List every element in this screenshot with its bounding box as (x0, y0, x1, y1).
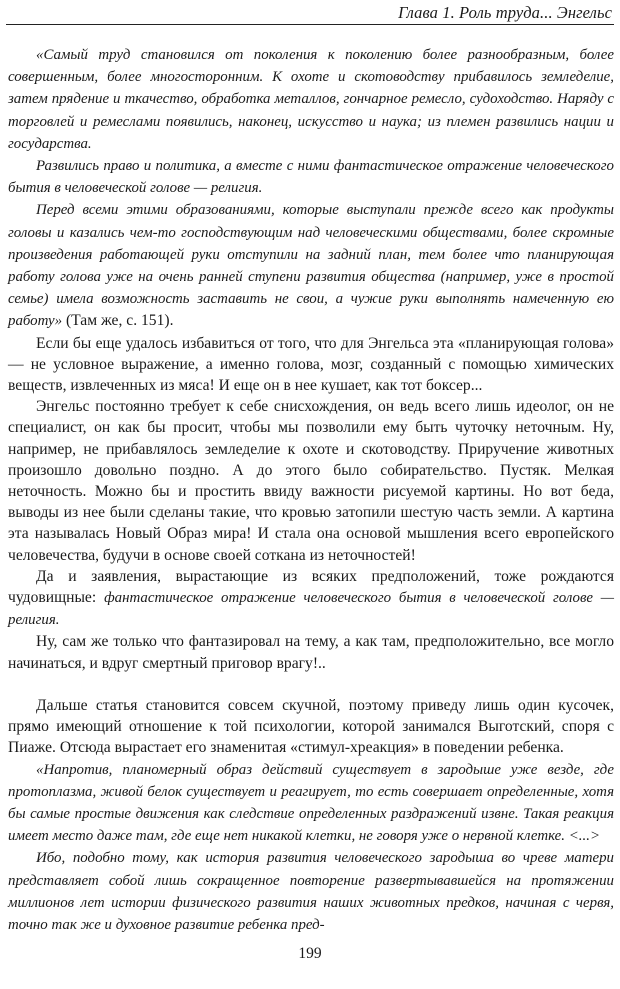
running-head: Глава 1. Роль труда... Энгельс (398, 3, 612, 22)
page-number: 199 (298, 945, 322, 962)
paragraph (8, 695, 614, 759)
quote-text: Ибо, подобно тому, как история развития человеческого зародыша во чреве матери представляет собой лишь сокращенное повторение развертывавшейся на протяжении миллионов лет истории физического развития наших животных предков, начиная с червя, точно так же и духовное развитие ребенка пред- (8, 850, 614, 933)
paragraph (8, 333, 614, 397)
quote-text: фантастическое отражение человеческого бытия в человеческой голове — религия. (8, 590, 614, 629)
paragraph-text: Да и заявления, вырастающие из всяких предположений, тоже рождаются чудовищные: (8, 567, 614, 607)
paragraph-text: Энгельс постоянно требует к себе снисхождения, он ведь всего лишь идеолог, он не специалист, он как бы просит, чтобы мы позволили ему быть чуточку неточным. Ну, например, не прибавлялось земледелие к охоте и скотоводству. Приручение животных произошло довольно поздно. А до этого было собирательство. Пустяк. Мелкая неточность. Можно бы и простить ввиду важности рисуемой картины. Но вот беда, выводы из нее были сделаны такие, что кровью затопили шестую часть земли. А картина эта называлась Новый Образ мира! И стала она основой мышления всего европейского человечества, будучи в основе своей соткана из неточностей! (8, 398, 614, 564)
paragraph-text: Если бы еще удалось избавиться от того, что для Энгельса эта «планирующая голова» — не условное выражение, а именно голова, мозг, созданный с помощью химических веществ, извлеченных из мяса! И еще он в нее кушает, как тот боксер... (8, 334, 614, 395)
paragraph-text: (Там же, с. 151). (62, 312, 174, 330)
header-rule (6, 24, 614, 25)
paragraph (8, 44, 614, 155)
paragraph (8, 155, 614, 199)
quote-text: «Напротив, планомерный образ действий существует в зародыше уже везде, где протоплазма, живой белок существует и реагирует, то есть совершает определенные, хотя бы самые простые движения как следствие определенных раздражений извне. Такая реакция имеет место даже там, где еще нет никакой клетки, не говоря уже о нервной клетке. <...> (8, 761, 614, 845)
paragraph (8, 847, 614, 936)
quote-text: Перед всеми этими образованиями, которые выступали прежде всего как продукты головы и казались чем-то господствующим над человеческими обществами, более скромные произведения работающей руки отступили на задний план, тем более что планирующая работу голова уже на очень ранней ступени развития общества (например, уже в простой семье) имела возможность заставить не свои, а чужие руки выполнять намеченную ею работу» (8, 202, 614, 330)
paragraph-text: Ну, сам же только что фантазировал на тему, а как там, предположительно, все могло начинаться, и вдруг смертный приговор врагу!.. (8, 633, 614, 672)
quote-text: «Самый труд становился от поколения к поколению более разнообразным, более совершенным, более многосторонним. К охоте и скотоводству прибавилось земледелие, затем прядение и ткачество, обработка металлов, гончарное ремесло, судоходство. Наряду с торговлей и ремеслами появились, наконец, искусство и наука; из племен развились нации и государства. (8, 47, 614, 152)
paragraph (8, 396, 614, 566)
quote-text: Развились право и политика, а вместе с ними фантастическое отражение человеческого бытия в человеческой голове — религия. (8, 158, 614, 197)
paragraph (8, 759, 614, 848)
section-gap (8, 674, 614, 695)
paragraph-text: Дальше статья становится совсем скучной, поэтому приведу лишь один кусочек, прямо имеющий отношение к той психологии, которой занимался Выготский, споря с Пиаже. Отсюда вырастает его знаменитая «стимул-хреакция» в поведении ребенка. (8, 696, 614, 757)
paragraph (8, 631, 614, 673)
paragraph (8, 199, 614, 332)
body-text (8, 44, 614, 936)
paragraph (8, 566, 614, 632)
